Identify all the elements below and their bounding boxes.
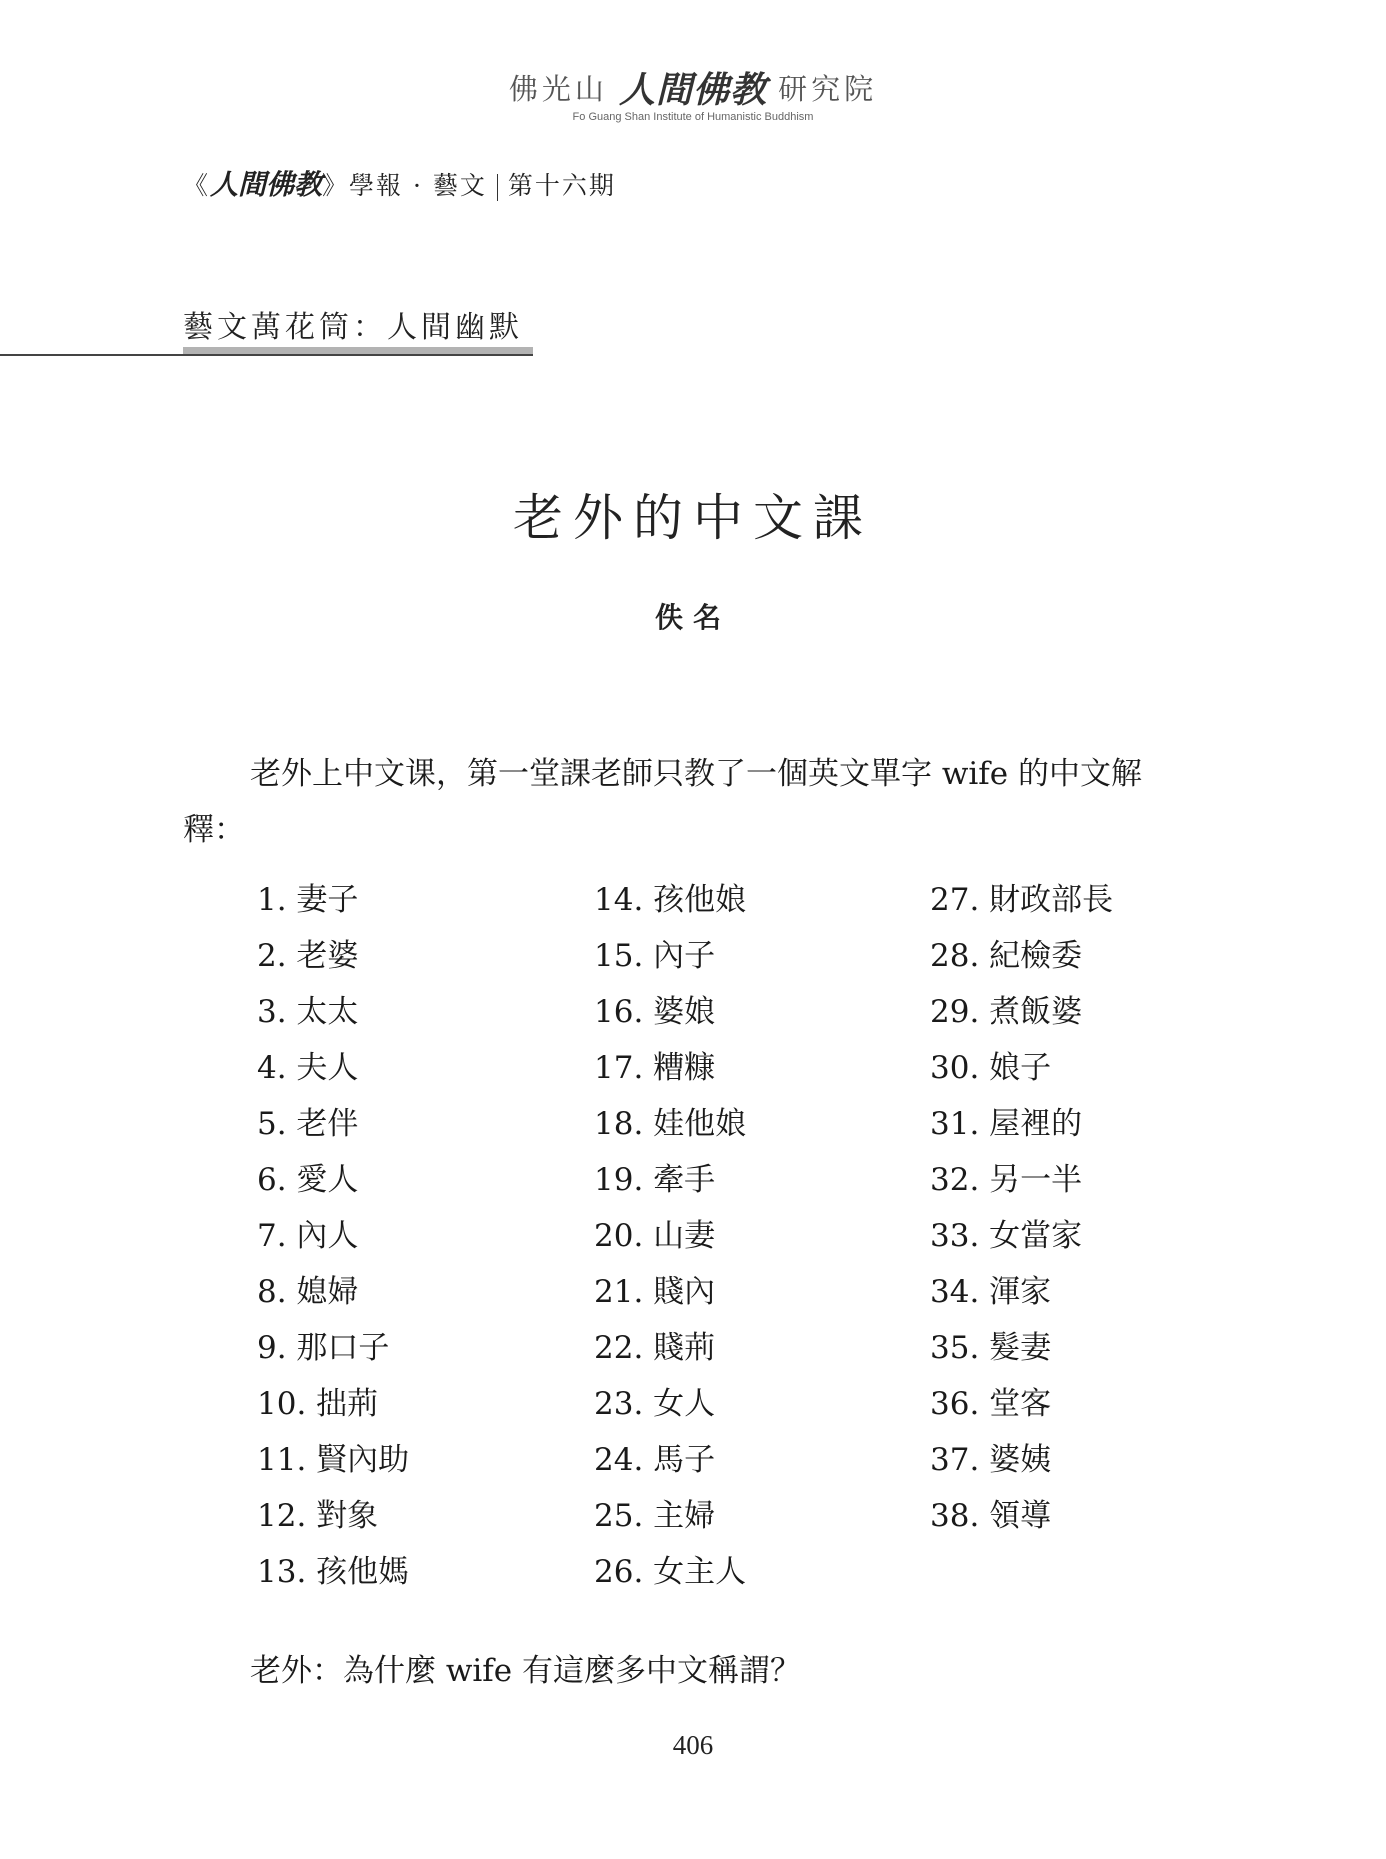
institute-name-prefix: 佛光山 <box>508 72 608 106</box>
list-item: 26. 女主人 <box>594 1554 747 1590</box>
list-item: 19. 牽手 <box>594 1162 716 1198</box>
list-item: 37. 婆姨 <box>930 1442 1052 1478</box>
institute-name-suffix: 研究院 <box>778 72 878 106</box>
journal-header <box>183 163 616 203</box>
list-item: 22. 賤荊 <box>594 1330 716 1366</box>
list-item: 30. 娘子 <box>930 1050 1052 1086</box>
intro-paragraph: 老外上中文课，第一堂課老師只教了一個英文單字 wife 的中文解釋： <box>183 756 1142 848</box>
list-item: 31. 屋裡的 <box>930 1106 1083 1142</box>
list-item: 25. 主婦 <box>594 1498 716 1534</box>
page-number: 406 <box>672 1730 714 1760</box>
list-item: 13. 孩他媽 <box>257 1554 410 1590</box>
institute-header <box>0 62 1386 113</box>
journal-open-bracket: 《 <box>183 171 211 200</box>
list-item: 34. 渾家 <box>930 1274 1052 1310</box>
journal-brand: 人間佛教 <box>210 168 323 201</box>
terms-column-2 <box>594 872 746 1600</box>
section-heading: 藝文萬花筒：人間幽默 <box>183 310 523 345</box>
journal-rest: 學報 · 藝文 <box>349 171 487 200</box>
list-item: 10. 拙荊 <box>257 1386 379 1422</box>
list-item: 35. 髮妻 <box>930 1330 1052 1366</box>
list-item: 6. 愛人 <box>257 1162 359 1198</box>
list-item: 23. 女人 <box>594 1386 716 1422</box>
journal-close-bracket: 》 <box>322 171 350 200</box>
list-item: 1. 妻子 <box>257 882 359 918</box>
article-title: 老外的中文課 <box>513 489 873 547</box>
list-item: 32. 另一半 <box>930 1162 1083 1198</box>
list-item: 11. 賢內助 <box>257 1442 410 1478</box>
list-item: 36. 堂客 <box>930 1386 1052 1422</box>
list-item: 8. 媳婦 <box>257 1274 359 1310</box>
list-item: 29. 煮飯婆 <box>930 994 1083 1030</box>
article-author: 佚名 <box>654 601 731 634</box>
list-item: 28. 紀檢委 <box>930 938 1083 974</box>
journal-divider <box>497 174 498 201</box>
terms-column-1 <box>257 872 409 1600</box>
institute-brand-logo: 人間佛教 <box>618 69 767 111</box>
list-item: 20. 山妻 <box>594 1218 716 1254</box>
list-item: 18. 娃他娘 <box>594 1106 747 1142</box>
list-item: 38. 領導 <box>930 1498 1052 1534</box>
terms-column-3 <box>930 872 1113 1544</box>
list-item: 17. 糟糠 <box>594 1050 716 1086</box>
institute-english-name: Fo Guang Shan Institute of Humanistic Buddhism <box>572 111 814 123</box>
journal-issue: 第十六期 <box>507 171 616 200</box>
closing-paragraph: 老外：為什麼 wife 有這麼多中文稱謂？ <box>250 1653 801 1689</box>
list-item: 5. 老伴 <box>257 1106 359 1142</box>
list-item: 4. 夫人 <box>257 1050 359 1086</box>
list-item: 9. 那口子 <box>257 1330 390 1366</box>
list-item: 21. 賤內 <box>594 1274 716 1310</box>
list-item: 27. 財政部長 <box>930 882 1114 918</box>
section-rule-thin <box>0 354 533 356</box>
list-item: 33. 女當家 <box>930 1218 1083 1254</box>
list-item: 7. 內人 <box>257 1218 359 1254</box>
section-rule-thick <box>183 347 533 354</box>
list-item: 12. 對象 <box>257 1498 379 1534</box>
list-item: 24. 馬子 <box>594 1442 716 1478</box>
list-item: 14. 孩他娘 <box>594 882 747 918</box>
list-item: 15. 內子 <box>594 938 716 974</box>
list-item: 2. 老婆 <box>257 938 359 974</box>
list-item: 16. 婆娘 <box>594 994 716 1030</box>
list-item: 3. 太太 <box>257 994 359 1030</box>
